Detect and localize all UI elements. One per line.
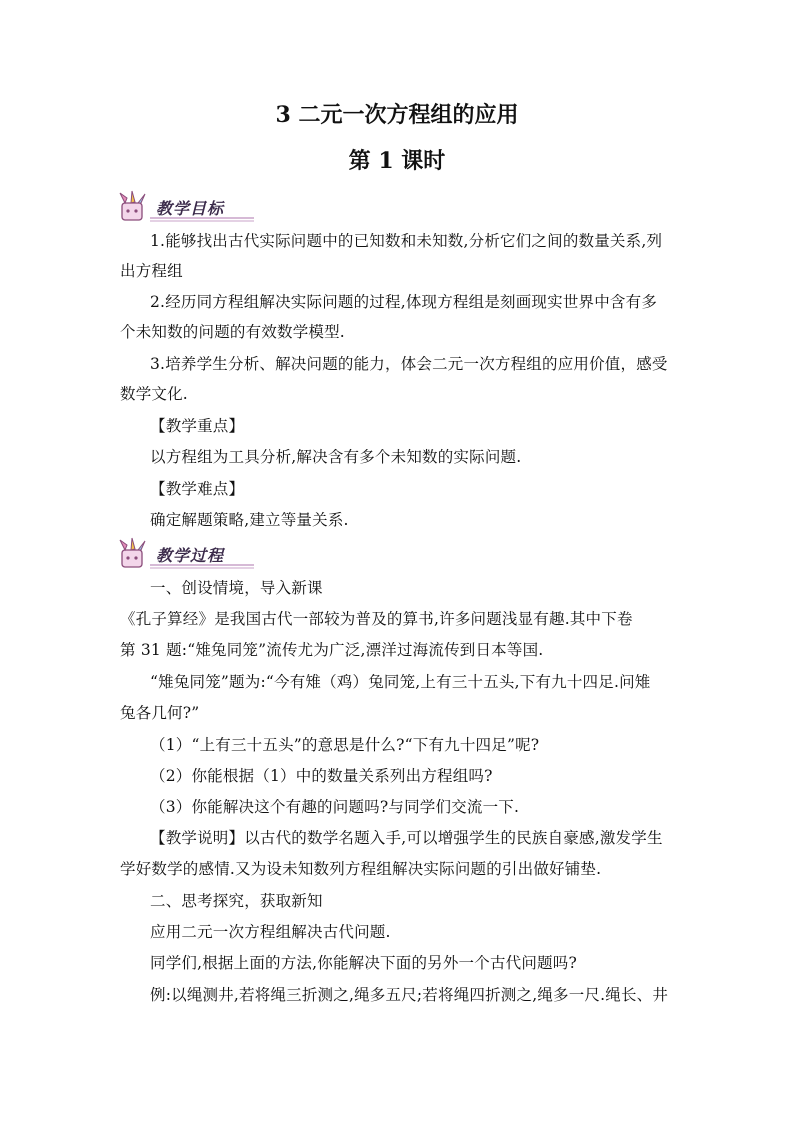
paragraph-line: “雉兔同笼”题为:“今有雉（鸡）兔同笼,上有三十五头,下有九十四足.问雉 [150,673,651,691]
question-line: （3）你能解决这个有趣的问题吗?与同学们交流一下. [150,798,520,816]
paragraph-line: 《孔子算经》是我国古代一部较为普及的算书,许多问题浅显有趣.其中下卷 [120,610,633,628]
paragraph-line: 确定解题策略,建立等量关系. [150,511,349,529]
heading-key-points: 【教学重点】 [150,417,245,435]
paragraph-line: 以方程组为工具分析,解决含有多个未知数的实际问题. [150,448,522,466]
section-label-process: 教学过程 [156,546,225,565]
paragraph-line: 【教学说明】以古代的数学名题入手,可以增强学生的民族自豪感,激发学生 [150,829,663,847]
page-subtitle: 第 1 课时 [348,148,446,174]
subheading-explore: 二、思考探究，获取新知 [150,892,323,910]
paragraph-line: 学好数学的感情.又为设未知数列方程组解决实际问题的引出做好铺垫. [120,860,602,878]
page-title: 3 二元一次方程组的应用 [275,102,519,128]
question-line: （1）“上有三十五头”的意思是什么?“下有九十四足”呢? [150,736,540,754]
paragraph-line: 个未知数的问题的有效数学模型. [120,323,345,341]
section-badge-process [116,537,256,571]
paragraph-line: 数学文化. [120,385,188,403]
section-label-goals: 教学目标 [156,199,225,218]
paragraph-line: 3.培养学生分析、解决问题的能力，体会二元一次方程组的应用价值，感受 [150,355,668,373]
paragraph-line: 出方程组 [120,262,183,280]
paragraph-line: 2.经历同方程组解决实际问题的过程,体现方程组是刻画现实世界中含有多 [150,293,658,311]
question-line: （2）你能根据（1）中的数量关系列出方程组吗? [150,767,493,785]
heading-difficulties: 【教学难点】 [150,480,245,498]
paragraph-line: 应用二元一次方程组解决古代问题. [150,923,391,941]
paragraph-line: 第 31 题:“雉兔同笼”流传尤为广泛,漂洋过海流传到日本等国. [120,641,544,659]
paragraph-line: 同学们,根据上面的方法,你能解决下面的另外一个古代问题吗? [150,954,577,972]
paragraph-line: 兔各几何?” [120,704,200,722]
section-badge-goals [116,190,256,224]
subheading-intro: 一、创设情境，导入新课 [150,579,323,597]
paragraph-line: 例:以绳测井,若将绳三折测之,绳多五尺;若将绳四折测之,绳多一尺.绳长、井 [150,986,669,1004]
paragraph-line: 1.能够找出古代实际问题中的已知数和未知数,分析它们之间的数量关系,列 [150,232,663,250]
